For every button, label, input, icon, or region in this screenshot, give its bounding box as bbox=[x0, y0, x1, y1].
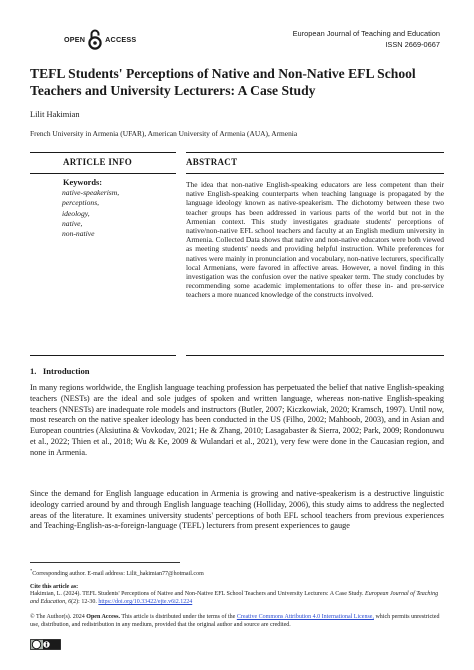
journal-name: European Journal of Teaching and Education bbox=[292, 29, 440, 38]
keyword-item: native-speakerism, bbox=[62, 188, 120, 197]
article-info-heading: ARTICLE INFO bbox=[63, 157, 133, 167]
doi-link[interactable]: https://doi.org/10.33422/ejte.v6i2.1224 bbox=[98, 598, 193, 605]
abstract-mid-rule bbox=[186, 173, 444, 174]
citation-pages: (2): 12-30. bbox=[71, 598, 99, 605]
keyword-item: native, bbox=[62, 218, 83, 228]
cc-license-link[interactable]: Creative Commons Attribution 4.0 International License, bbox=[236, 614, 374, 620]
corresponding-author-footnote bbox=[30, 566, 204, 579]
license-copyright: © The Author(s). 2024 bbox=[30, 614, 87, 620]
citation-journal: European Journal of Teaching and Education, 6 bbox=[30, 591, 439, 605]
license-statement bbox=[30, 614, 444, 630]
info-top-rule bbox=[30, 152, 176, 153]
open-access-lock-icon bbox=[88, 28, 102, 50]
open-label: OPEN bbox=[64, 34, 86, 44]
keyword-item: perceptions, bbox=[62, 198, 100, 208]
footnote-text: Corresponding author. E-mail address: Lilit_hakimian77@hotmail.com bbox=[32, 571, 204, 577]
keywords-label: Keywords: bbox=[63, 178, 103, 187]
keyword-item: non-native bbox=[62, 229, 95, 239]
open-access-logo bbox=[64, 27, 136, 51]
journal-issn: ISSN 2669-0667 bbox=[385, 40, 440, 49]
footnote-divider bbox=[30, 562, 180, 563]
license-text-rest: which permits unrestricted use, distribution, and redistribution in any medium, provided that the original author and source are credited. bbox=[30, 614, 440, 628]
article-affiliation: French University in Armenia (UFAR), American University of Armenia (AUA), Armenia bbox=[30, 129, 298, 138]
citation-text: Hakimian, L. (2024). TEFL Students' Perceptions of Native and Non-Native EFL School Teachers and University Lecturers: A Case Study. bbox=[30, 591, 364, 597]
journal-info bbox=[293, 28, 440, 50]
keywords-box bbox=[30, 178, 176, 239]
cite-label: Cite this article as: bbox=[30, 584, 79, 590]
access-label: ACCESS bbox=[105, 34, 137, 44]
section-heading-introduction: 1. Introduction bbox=[30, 366, 90, 376]
abstract-text: The idea that non-native English-speaking educators are less competent than their native English-speaking counterparts when teaching language is propagated by the language ideology known as native-speakerism. The dichotomy between these two teacher groups has been addressed in various parts of the world but not in the Armenian context. This study investigates graduate students' perceptions of native/non-native EFL school teachers and faculty at an English medium university in Armenia. Collected Data shows that native and non-native educators were both viewed as meeting students' needs and providing helpful instruction. While preferences for natives were mainly in pronunciation and vocabulary, non-native lecturers, specifically local Armenians, were favored in affective areas. However, a novel finding in this investigation was the confusion over the native speaker term. The study concludes by recommending some academic implementations to offer these in- and pre-service teachers a more nuanced knowledge of the constructs involved. bbox=[186, 180, 444, 300]
citation bbox=[30, 591, 444, 607]
footnote-mark: * bbox=[30, 568, 33, 573]
body-paragraph: Since the demand for English language education in Armenia is growing and native-speakerism is a destructive linguistic ideology carried around by and through English language teaching (Holliday, 2006), this study aims to address the neglected areas of the literature. It examines university students' perceptions of both EFL school teachers from previous experiences and Teaching-English-as-a-foreign-language (TEFL) lecturers from present experiences to gauge bbox=[30, 489, 444, 531]
abstract-top-rule bbox=[186, 152, 444, 153]
info-bottom-rule bbox=[30, 355, 176, 356]
article-author: Lilit Hakimian bbox=[30, 110, 80, 119]
abstract-heading: ABSTRACT bbox=[186, 157, 238, 167]
article-title: TEFL Students' Perceptions of Native and Non-Native EFL School Teachers and University Lecturers: A Case Study bbox=[30, 66, 416, 98]
license-text: This article is distributed under the terms of the bbox=[119, 614, 237, 620]
cc-by-license-icon[interactable] bbox=[30, 639, 61, 650]
abstract-bottom-rule bbox=[186, 355, 444, 356]
info-mid-rule bbox=[30, 173, 176, 174]
body-paragraph: In many regions worldwide, the English language teaching profession has perpetuated the belief that native English-speaking teachers (NESTs) are the ideal and sole judges of spoken and written language, whereas non-native English-speaking teachers (NNESTs) are inadequate role models and instructors (Butler, 2007; Kiczkowiak, 2020; Kramsch, 1997). Until now, most research on the native speaker ideology has been conducted in the US (Filho, 2002; Mahboob, 2003), and in Asian and European countries (Aksiutina & Vovkodav, 2021; He & Zhang, 2010; Lasagabaster & Sierra, 2002; Park, 2009; Rondonuwu et al., 2022; Thien et al., 2018; Wu & Ke, 2009 & Wulandari et al., 2021), very few were done in the Caucasian region, and none in Armenia. bbox=[30, 383, 444, 457]
keyword-item: ideology, bbox=[62, 208, 90, 218]
keywords-list bbox=[62, 188, 176, 239]
license-open-access: Open Access. bbox=[86, 614, 120, 620]
